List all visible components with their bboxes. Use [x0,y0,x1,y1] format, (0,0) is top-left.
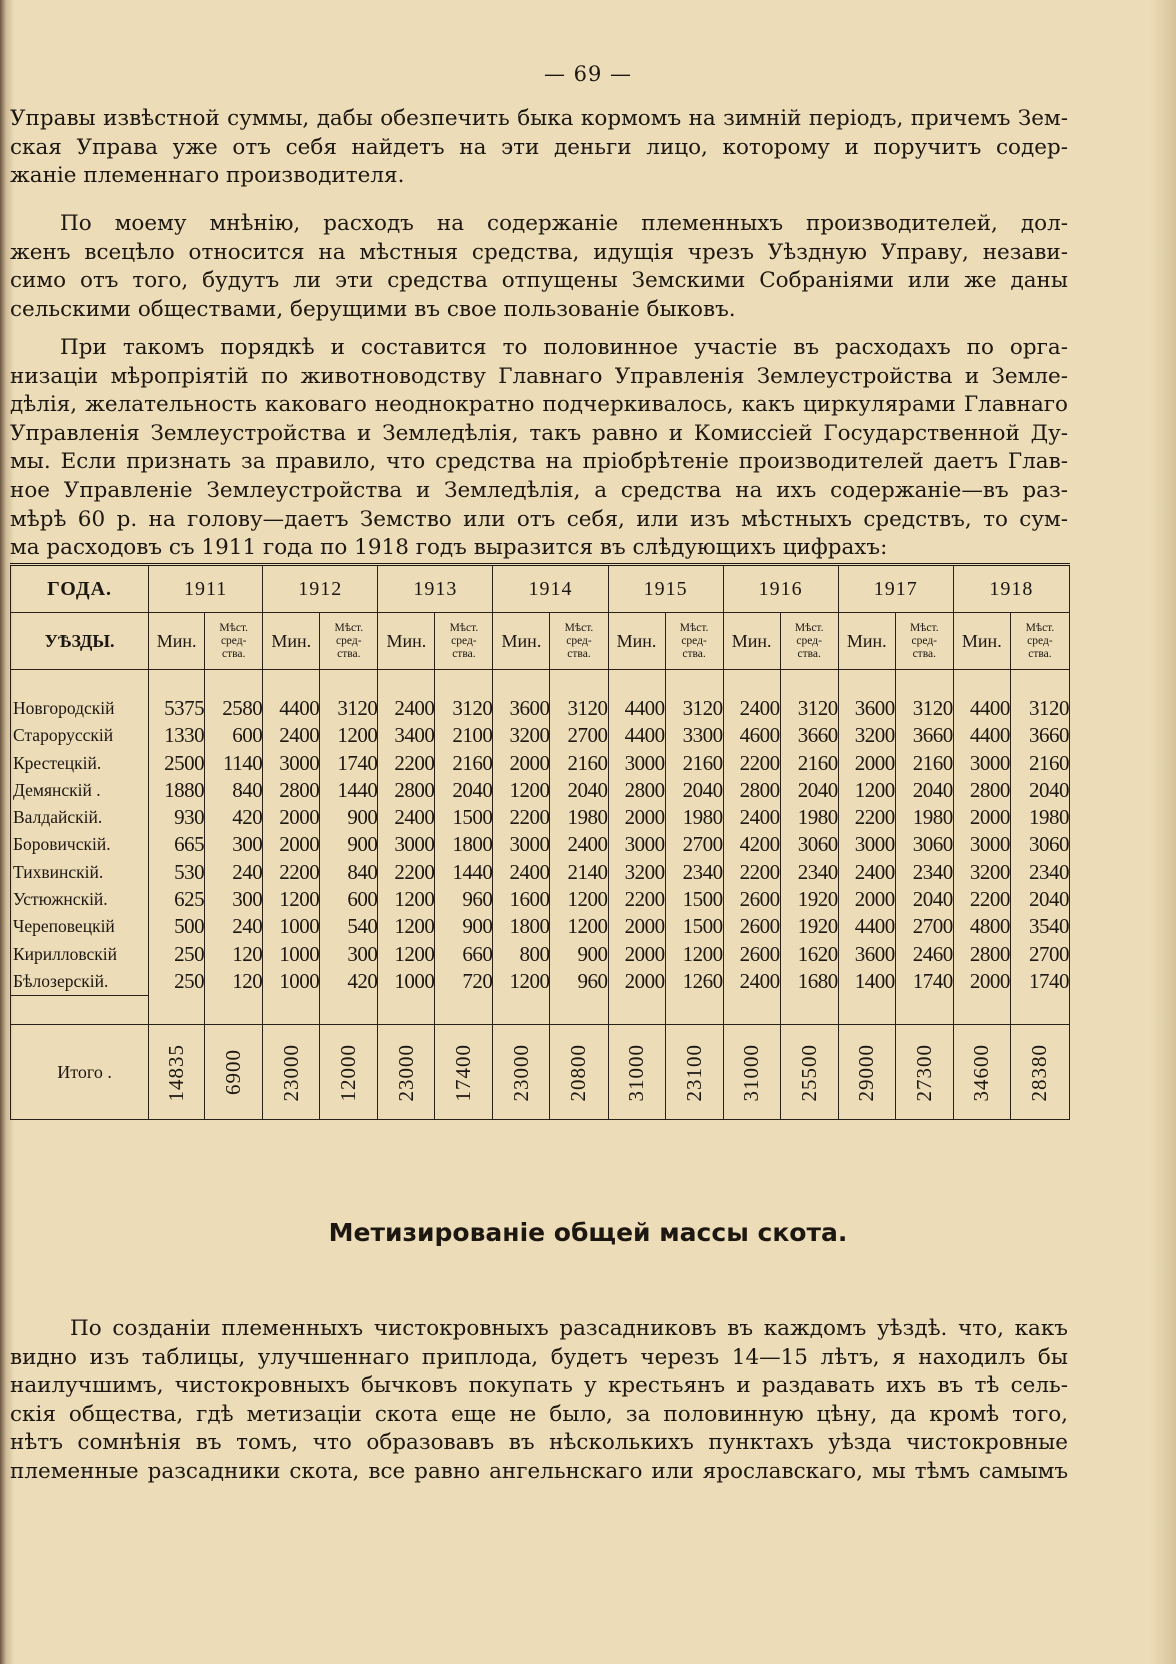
table-total-row [11,1025,1070,1120]
table-cell: 2200 [854,805,895,830]
text-line: мы. Если признать за правило, что средства на пріобрѣтеніе производителей даетъ Глав- [10,449,1068,475]
sub-header-min: Мин. [263,613,320,670]
table-cell: 2200 [394,859,435,884]
table-cell: 2000 [624,805,665,830]
table-cell: 2580 [222,696,263,720]
table-cell: 3600 [854,696,895,720]
district-name: Старорусскій [13,725,114,746]
text-line: сельскими обществами, берущими въ свое пользованіе быковъ. [10,296,736,322]
total-value: 23100 [681,1043,706,1102]
table-cell: 3120 [452,696,493,720]
paragraph-1 [10,105,1068,191]
sub-header-mest: Мѣст. сред- ства. [320,613,378,670]
table-cell: 1740 [1029,968,1069,993]
table-cell: 120 [232,941,263,966]
table-cell: 4200 [739,832,780,857]
table-cell: 1980 [682,805,723,830]
table-cell: 2200 [739,750,780,775]
value-column [493,670,550,996]
table-cell: 3120 [337,696,378,720]
value-column [320,670,378,996]
year-header: 1913 [378,565,493,613]
text-line: скія общества, гдѣ метизаціи скота еще не было, за половинную цѣну, да кромѣ того, [10,1401,1068,1427]
text-line: Управленія Землеустройства и Земледѣлія, такъ равно и Комиссіей Государственной Ду- [10,420,1068,446]
table-cell: 2040 [682,777,723,802]
table-cell: 900 [462,914,493,939]
text-line: По созданіи племенныхъ чистокровныхъ разсадниковъ въ каждомъ уѣздѣ. что, какъ [70,1316,1068,1341]
table-fill-row [11,996,1070,1025]
total-value: 29000 [854,1043,879,1102]
table-cell: 1440 [337,777,378,802]
table-cell: 1200 [394,887,435,912]
text-line: видно изъ таблицы, улучшеннаго приплода, будетъ черезъ 14—15 лѣтъ, я находилъ бы [10,1344,1068,1370]
value-column [780,670,838,996]
table-cell: 2140 [567,859,608,884]
value-column [550,670,608,996]
text-line: дѣлія, желательность каковаго неоднократно подчеркивалось, какъ циркулярами Главнаго [10,392,1068,418]
table-cell: 840 [232,777,263,802]
header-districts-label: УѢЗДЫ. [11,613,149,670]
paragraph-4 [10,1315,1068,1487]
sub-header-min: Мин. [953,613,1010,670]
district-name: Новгородскій [13,698,115,718]
table-cell: 2400 [394,696,435,720]
text-line: Управы извѣстной суммы, дабы обезпечить быка кормомъ на зимній періодъ, причемъ Зем- [10,106,1068,131]
table-cell: 3200 [969,859,1010,884]
paragraph-2 [10,210,1068,324]
value-column [838,670,895,996]
value-column [205,670,263,996]
table-cell: 1260 [682,968,723,993]
table-cell: 3600 [854,941,895,966]
table-cell: 1600 [509,887,550,912]
sub-header-min: Мин. [838,613,895,670]
paragraph-3 [10,334,1068,563]
table-cell: 2800 [394,777,435,802]
table-cell: 4400 [969,723,1010,748]
table-cell: 420 [232,805,263,830]
table-cell: 1920 [797,887,838,912]
table-cell: 1980 [797,805,838,830]
table-cell: 720 [462,968,493,993]
table-cell: 2200 [624,887,665,912]
table-cell: 2400 [509,859,550,884]
table-cell: 2040 [567,777,608,802]
sub-header-mest: Мѣст. сред- ства. [780,613,838,670]
table-cell: 2040 [912,887,953,912]
table-cell: 1980 [1029,805,1069,830]
table-cell: 660 [462,941,493,966]
table-cell: 3060 [1029,832,1069,857]
table-cell: 300 [232,887,263,912]
table-cell: 2160 [1029,750,1069,775]
table-cell: 3200 [624,859,665,884]
table-cell: 2000 [624,914,665,939]
table-cell: 1140 [223,750,263,775]
expense-table [10,563,1070,1120]
table-cell: 3660 [797,723,838,748]
table-cell: 1200 [509,968,550,993]
table-cell: 3120 [797,696,838,720]
table-cell: 900 [347,805,378,830]
sub-header-mest: Мѣст. сред- ства. [665,613,723,670]
table-cell: 1620 [797,941,838,966]
table-cell: 2400 [394,805,435,830]
table-cell: 3000 [279,750,320,775]
table-cell: 2700 [567,723,608,748]
table-cell: 2000 [279,805,320,830]
table-cell: 3120 [567,696,608,720]
table-cell: 2700 [1029,941,1069,966]
table-cell: 3060 [797,832,838,857]
table-cell: 2600 [739,887,780,912]
table-cell: 3120 [682,696,723,720]
table-cell: 625 [174,887,205,912]
table-cell: 960 [462,887,493,912]
table-cell: 3060 [912,832,953,857]
table-cell: 1880 [164,777,205,802]
table-cell: 3120 [1029,696,1069,720]
text-line: женъ всецѣло относится на мѣстныя средства, идущія чрезъ Уѣздную Управу, незави- [10,239,1068,265]
year-header: 1914 [493,565,608,613]
table-cell: 420 [347,968,378,993]
sub-header-min: Мин. [378,613,435,670]
sub-header-min: Мин. [608,613,665,670]
table-cell: 250 [174,941,205,966]
table-cell: 3000 [624,750,665,775]
table-cell: 1200 [337,723,378,748]
sub-header-mest: Мѣст. сред- ства. [205,613,263,670]
table-cell: 300 [347,941,378,966]
table-cell: 3000 [854,832,895,857]
table-cell: 1200 [394,914,435,939]
table-cell: 2100 [452,723,493,748]
value-column [149,670,205,996]
table-cell: 2200 [739,859,780,884]
total-value: 14835 [164,1043,189,1102]
table-cell: 2000 [509,750,550,775]
table-cell: 4600 [739,723,780,748]
table-cell: 4400 [624,696,665,720]
table-cell: 2040 [1029,887,1069,912]
table-cell: 5375 [164,696,205,720]
table-cell: 2800 [624,777,665,802]
table-cell: 3660 [912,723,953,748]
table-cell: 665 [174,832,205,857]
value-column [608,670,665,996]
table-cell: 3000 [509,832,550,857]
sub-header-min: Мин. [723,613,780,670]
table-cell: 2160 [682,750,723,775]
year-header: 1916 [723,565,838,613]
table-cell: 2400 [854,859,895,884]
table-cell: 2400 [567,832,608,857]
table-cell: 120 [232,968,263,993]
table-cell: 2200 [509,805,550,830]
total-value: 12000 [336,1043,361,1102]
value-column [953,670,1010,996]
district-names [11,670,149,996]
table-cell: 1800 [509,914,550,939]
text-line: ное Управленіе Землеустройства и Земледѣлія, а средства на ихъ содержаніе—въ раз- [10,477,1068,503]
table-cell: 1200 [509,777,550,802]
table-cell: 1500 [682,887,723,912]
table-cell: 2040 [797,777,838,802]
year-header: 1918 [953,565,1069,613]
table-cell: 3400 [394,723,435,748]
table-cell: 3300 [682,723,723,748]
table-cell: 500 [174,914,205,939]
table-data-row [11,670,1070,996]
table-cell: 2800 [279,777,320,802]
text-line: симо отъ того, будутъ ли эти средства отпущены Земскими Собраніями или же даны [10,268,1068,294]
table-cell: 1920 [797,914,838,939]
table-cell: 1200 [682,941,723,966]
table-cell: 2160 [797,750,838,775]
table-cell: 3120 [912,696,953,720]
table-cell: 600 [347,887,378,912]
table-cell: 4800 [969,914,1010,939]
table-cell: 1680 [797,968,838,993]
table-cell: 2000 [624,968,665,993]
value-column [1010,670,1069,996]
value-column [435,670,493,996]
header-years-label: ГОДА. [11,565,149,613]
table-cell: 3600 [509,696,550,720]
value-column [665,670,723,996]
total-value: 23000 [508,1043,533,1102]
sub-header-mest: Мѣст. сред- ства. [435,613,493,670]
table-cell: 2200 [279,859,320,884]
value-column [895,670,953,996]
table-cell: 2000 [279,832,320,857]
table-cell: 3200 [509,723,550,748]
total-value: 31000 [624,1043,649,1102]
table-cell: 1500 [452,805,493,830]
table-cell: 2400 [739,696,780,720]
table-cell: 1200 [567,914,608,939]
table-cell: 3000 [624,832,665,857]
table-cell: 3000 [969,832,1010,857]
table-cell: 2800 [969,941,1010,966]
table-cell: 900 [347,832,378,857]
text-line: нѣтъ сомнѣнія въ томъ, что образовавъ въ нѣсколькихъ пунктахъ уѣзда чистокровные [10,1430,1068,1456]
total-value: 27300 [911,1043,936,1102]
table-cell: 2160 [567,750,608,775]
table-cell: 2000 [854,887,895,912]
table-cell: 2040 [452,777,493,802]
table-cell: 2700 [912,914,953,939]
table-cell: 1400 [854,968,895,993]
table-cell: 3000 [969,750,1010,775]
table-cell: 2800 [969,777,1010,802]
table-cell: 2200 [969,887,1010,912]
table-cell: 3660 [1029,723,1069,748]
table-cell: 240 [232,859,263,884]
table-cell: 800 [519,941,550,966]
table-cell: 1200 [854,777,895,802]
text-line: ская Управа уже отъ себя найдетъ на эти деньги лицо, которому и поручитъ содер- [10,134,1068,160]
table-cell: 2340 [682,859,723,884]
table-cell: 300 [232,832,263,857]
total-value: 23000 [393,1043,418,1102]
text-line: наилучшимъ, чистокровныхъ бычковъ покупать у крестьянъ и раздавать ихъ въ тѣ сель- [10,1373,1068,1399]
total-value: 17400 [451,1043,476,1102]
table-cell: 1200 [394,941,435,966]
table-cell: 2460 [912,941,953,966]
total-value: 6900 [221,1049,246,1096]
year-header: 1912 [263,565,378,613]
table-cell: 1200 [279,887,320,912]
table-cell: 1440 [452,859,493,884]
total-value: 28380 [1027,1043,1052,1102]
value-column [263,670,320,996]
table-cell: 1740 [337,750,378,775]
table-cell: 1980 [567,805,608,830]
section-heading: Метизированіе общей массы скота. [328,1218,848,1247]
table-cell: 1000 [279,941,320,966]
table-cell: 2040 [1029,777,1069,802]
table-cell: 600 [232,723,263,748]
text-line: жаніе племеннаго производителя. [10,163,405,189]
district-name: Валдайскій. [13,807,103,828]
district-name: Крестецкій. [13,752,102,773]
table-cell: 2800 [739,777,780,802]
table-cell: 2000 [969,968,1010,993]
value-column [723,670,780,996]
table-cell: 2340 [1029,859,1069,884]
district-name: Устюжнскій. [13,889,108,910]
text-line: низаціи мѣропріятій по животноводству Главнаго Управленія Землеустройства и Земле- [10,363,1068,389]
table-cell: 1000 [394,968,435,993]
total-value: 25500 [796,1043,821,1102]
table-cell: 900 [577,941,608,966]
district-name: Бѣлозерскій. [13,970,109,991]
table-cell: 4400 [624,723,665,748]
table-cell: 530 [174,859,205,884]
text-line: По моему мнѣнію, расходъ на содержаніе племенныхъ производителей, дол- [60,211,1068,236]
table-cell: 840 [347,859,378,884]
page-number: — 69 — [543,62,633,86]
table-cell: 2040 [912,777,953,802]
sub-header-mest: Мѣст. сред- ства. [895,613,953,670]
text-line: ма расходовъ съ 1911 года по 1918 годъ выразится въ слѣдующихъ цифрахъ: [10,535,888,561]
table-cell: 1500 [682,914,723,939]
table-cell: 240 [232,914,263,939]
district-name: Демянскій . [13,779,101,800]
text-line: При такомъ порядкѣ и составится то половинное участіе въ расходахъ по орга- [60,335,1068,360]
sub-header-min: Мин. [493,613,550,670]
year-header: 1917 [838,565,953,613]
table-cell: 1200 [567,887,608,912]
sub-header-min: Мин. [149,613,205,670]
table-cell: 2600 [739,914,780,939]
table-cell: 1000 [279,914,320,939]
table-cell: 2400 [739,805,780,830]
table-cell: 2000 [624,941,665,966]
district-name: Череповецкій [13,916,115,937]
table-cell: 540 [347,914,378,939]
table-cell: 1000 [279,968,320,993]
table-cell: 3200 [854,723,895,748]
table-cell: 2340 [912,859,953,884]
table-cell: 960 [577,968,608,993]
sub-header-mest: Мѣст. сред- ства. [1010,613,1069,670]
text-line: мѣрѣ 60 р. на голову—даетъ Земство или отъ себя, или изъ мѣстныхъ средствъ, то сум- [10,506,1068,532]
district-name: Боровичскій. [13,834,111,855]
table-cell: 250 [174,968,205,993]
table-cell: 1980 [912,805,953,830]
table-cell: 4400 [279,696,320,720]
sub-header-mest: Мѣст. сред- ства. [550,613,608,670]
table-cell: 2000 [969,805,1010,830]
table-cell: 2000 [854,750,895,775]
table-cell: 2400 [739,968,780,993]
table-cell: 1740 [912,968,953,993]
value-column [378,670,435,996]
table-cell: 2400 [279,723,320,748]
table-cell: 4400 [969,696,1010,720]
district-name: Кирилловскій [13,943,118,964]
table-cell: 2160 [912,750,953,775]
total-value: 34600 [969,1043,994,1102]
table-cell: 2500 [164,750,205,775]
table-cell: 3000 [394,832,435,857]
total-label: Итого . [11,1025,149,1120]
table-cell: 4400 [854,914,895,939]
total-value: 23000 [278,1043,303,1102]
table-cell: 2600 [739,941,780,966]
district-name: Тихвинскій. [13,861,104,882]
table-cell: 2200 [394,750,435,775]
total-value: 20800 [566,1043,591,1102]
table-cell: 2160 [452,750,493,775]
year-header: 1911 [149,565,263,613]
table-cell: 2340 [797,859,838,884]
year-header: 1915 [608,565,723,613]
table-cell: 930 [174,805,205,830]
table-cell: 1330 [164,723,205,748]
total-value: 31000 [739,1043,764,1102]
table-cell: 2700 [682,832,723,857]
table-cell: 3540 [1029,914,1069,939]
table-cell: 1800 [452,832,493,857]
text-line: племенные разсадники скота, все равно ангельнскаго или ярославскаго, мы тѣмъ самымъ [10,1458,1068,1484]
